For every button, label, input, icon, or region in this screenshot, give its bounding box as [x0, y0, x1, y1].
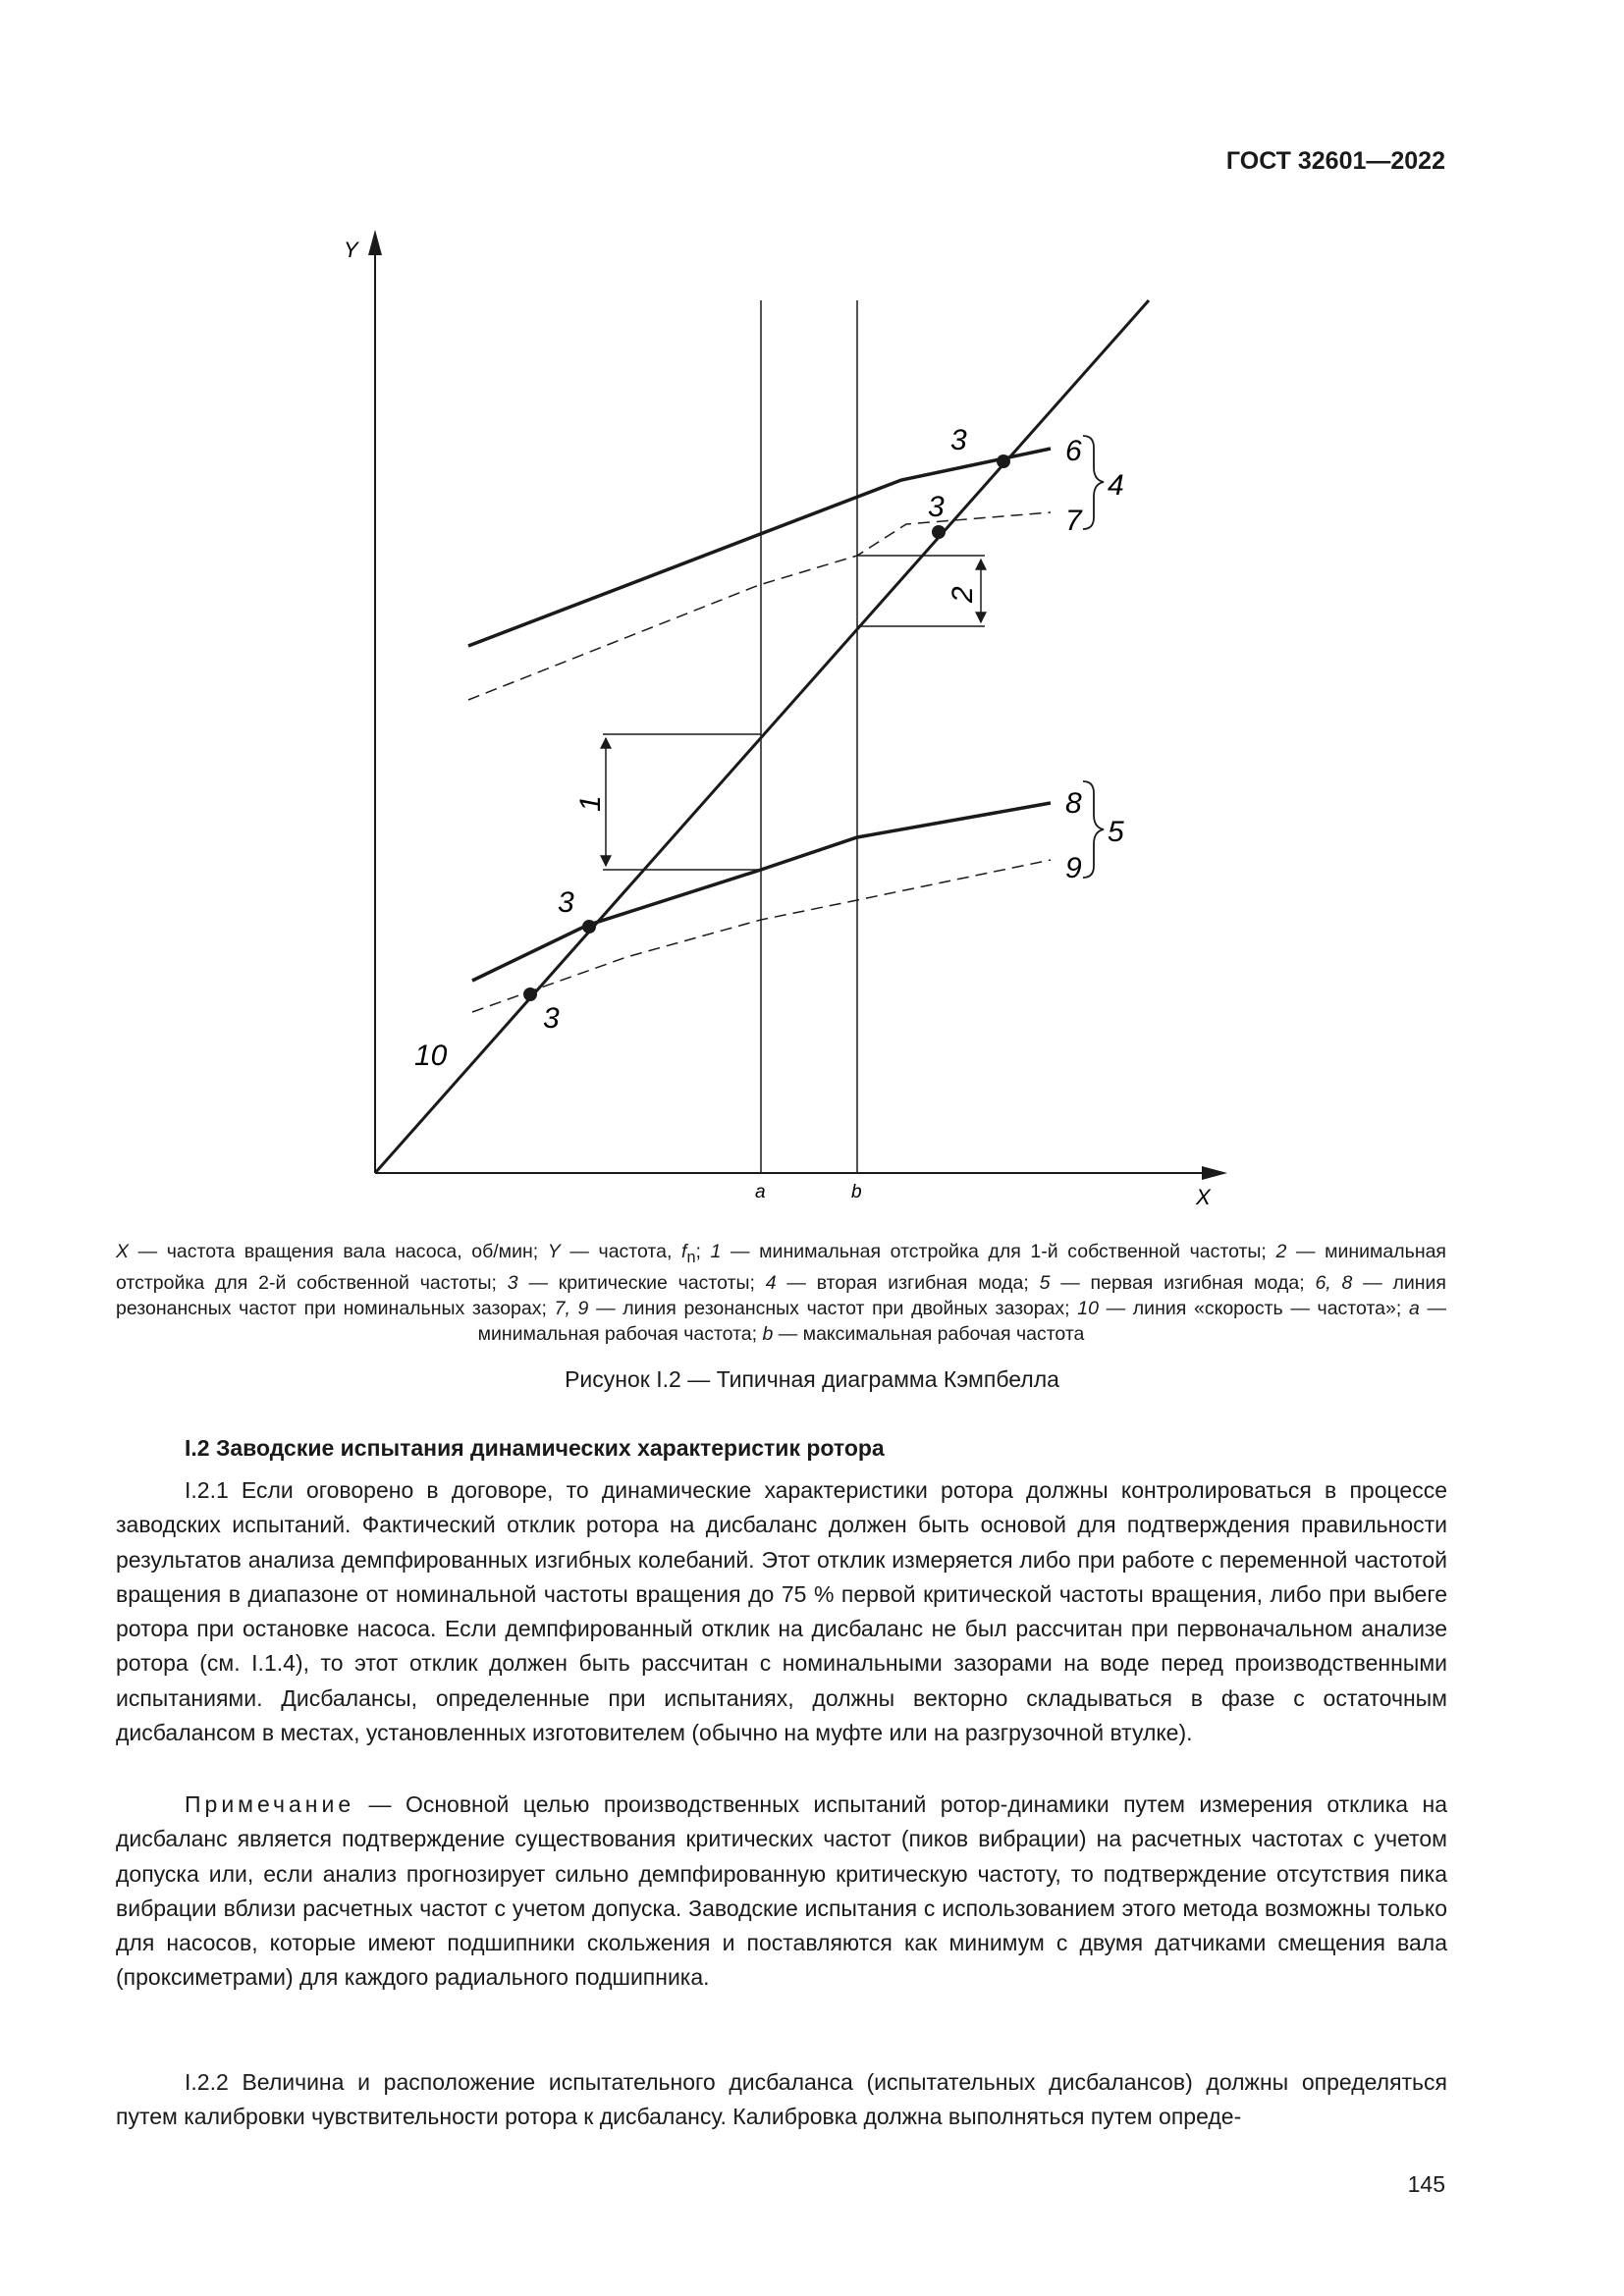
line-6-label: 6: [1065, 435, 1082, 467]
section-heading: I.2 Заводские испытания динамических характеристик ротора: [185, 1435, 885, 1461]
mode-4-label: 4: [1108, 469, 1124, 502]
margin-1-label: 1: [574, 795, 607, 812]
critical-label: 3: [558, 886, 574, 919]
line-8-label: 8: [1065, 787, 1082, 820]
y-axis-arrow: [368, 230, 382, 255]
x-axis-label: X: [1196, 1185, 1211, 1209]
speed-frequency-line: [375, 300, 1149, 1173]
brace-mode-4: [1083, 436, 1104, 529]
paragraph-i-2-2: I.2.2 Величина и расположение испытательного дисбаланса (испытательных дисбалансов) должны определяться путем калибровки чувствительности ротора к дисбалансу. Калибровка должна выполняться путем опреде-: [116, 2069, 1447, 2130]
figure-title: Рисунок I.2 — Типичная диаграмма Кэмпбелла: [565, 1366, 1059, 1392]
line-10-label: 10: [414, 1040, 448, 1072]
x-axis-arrow: [1202, 1166, 1227, 1180]
critical-point: [582, 920, 596, 934]
document-code: ГОСТ 32601—2022: [1225, 147, 1445, 175]
page-number: 145: [1407, 2171, 1445, 2197]
note-paragraph: [116, 1788, 1447, 1996]
critical-label: 3: [928, 491, 945, 523]
note-label: Примечание: [185, 1791, 355, 1817]
critical-point: [997, 454, 1010, 468]
line-9-label: 9: [1065, 852, 1082, 884]
resonance-line-6: [468, 449, 1051, 646]
mode-5-label: 5: [1108, 816, 1124, 848]
note-text: — Основной целью производственных испытаний ротор-динамики путем измерения отклика на дисбаланс является подтверждение существования критических частот (пиков вибрации) на расчетных частотах с учетом допуска или, если анализ прогнозирует сильно демпфированную критическую частоту, то подтверждение отсутствия пика вибрации вблизи расчетных частот с учетом допуска. Заводские испытания с использованием этого метода возможны только для насосов, которые имеют подшипники скольжения и поставляются как минимум с двумя датчиками смещения вала (проксиметрами) для каждого радиального подшипника.: [116, 1791, 1447, 1991]
line-7-label: 7: [1065, 505, 1082, 537]
resonance-line-7: [468, 512, 1051, 700]
paragraph-i-2-1: I.2.1 Если оговорено в договоре, то динамические характеристики ротора должны контролироваться в процессе заводских испытаний. Фактический отклик ротора на дисбаланс должен быть основой для подтверждения правильности результатов анализа демпфированных изгибных колебаний. Этот отклик измеряется либо при работе с переменной частотой вращения в диапазоне от номинальной частоты вращения до 75 % первой критической частоты вращения, либо при выбеге ротора при остановке насоса. Если демпфированный отклик на дисбаланс не был рассчитан при первоначальном анализе ротора (см. I.1.4), то этот отклик должен быть рассчитан с номинальными зазорами на воде перед производственными испытаниями. Дисбалансы, определенные при испытаниях, должны векторно складываться в фазе с остаточным дисбалансом в местах, установленных изготовителем (обычно на муфте или на разгрузочной втулке).: [116, 1477, 1447, 1746]
figure-legend: X — частота вращения вала насоса, об/мин; Y — частота, $f_n$; 1 — минимальная отстройка для 1-й собственной частоты; 2 — минимальная отстройка для 2-й собственной частоты; 3 — критические частоты; 4 — вторая изгибная мода; 5 — первая изгибная мода; 6, 8 — линия резонансных частот при номинальных зазорах; 7, 9 — линия резонансных частот при двойных зазорах; 10 — линия «скорость — частота»; a — минимальная рабочая частота; b — максимальная рабочая частота: [116, 1241, 1446, 1345]
y-axis-label: Y: [344, 238, 358, 262]
critical-label: 3: [543, 1002, 560, 1035]
critical-point: [932, 525, 946, 539]
critical-label: 3: [950, 424, 967, 456]
brace-mode-5: [1083, 781, 1104, 878]
tick-label-b: b: [851, 1182, 862, 1202]
tick-label-a: a: [755, 1182, 766, 1202]
critical-point: [523, 988, 537, 1001]
margin-2-label: 2: [947, 586, 979, 603]
